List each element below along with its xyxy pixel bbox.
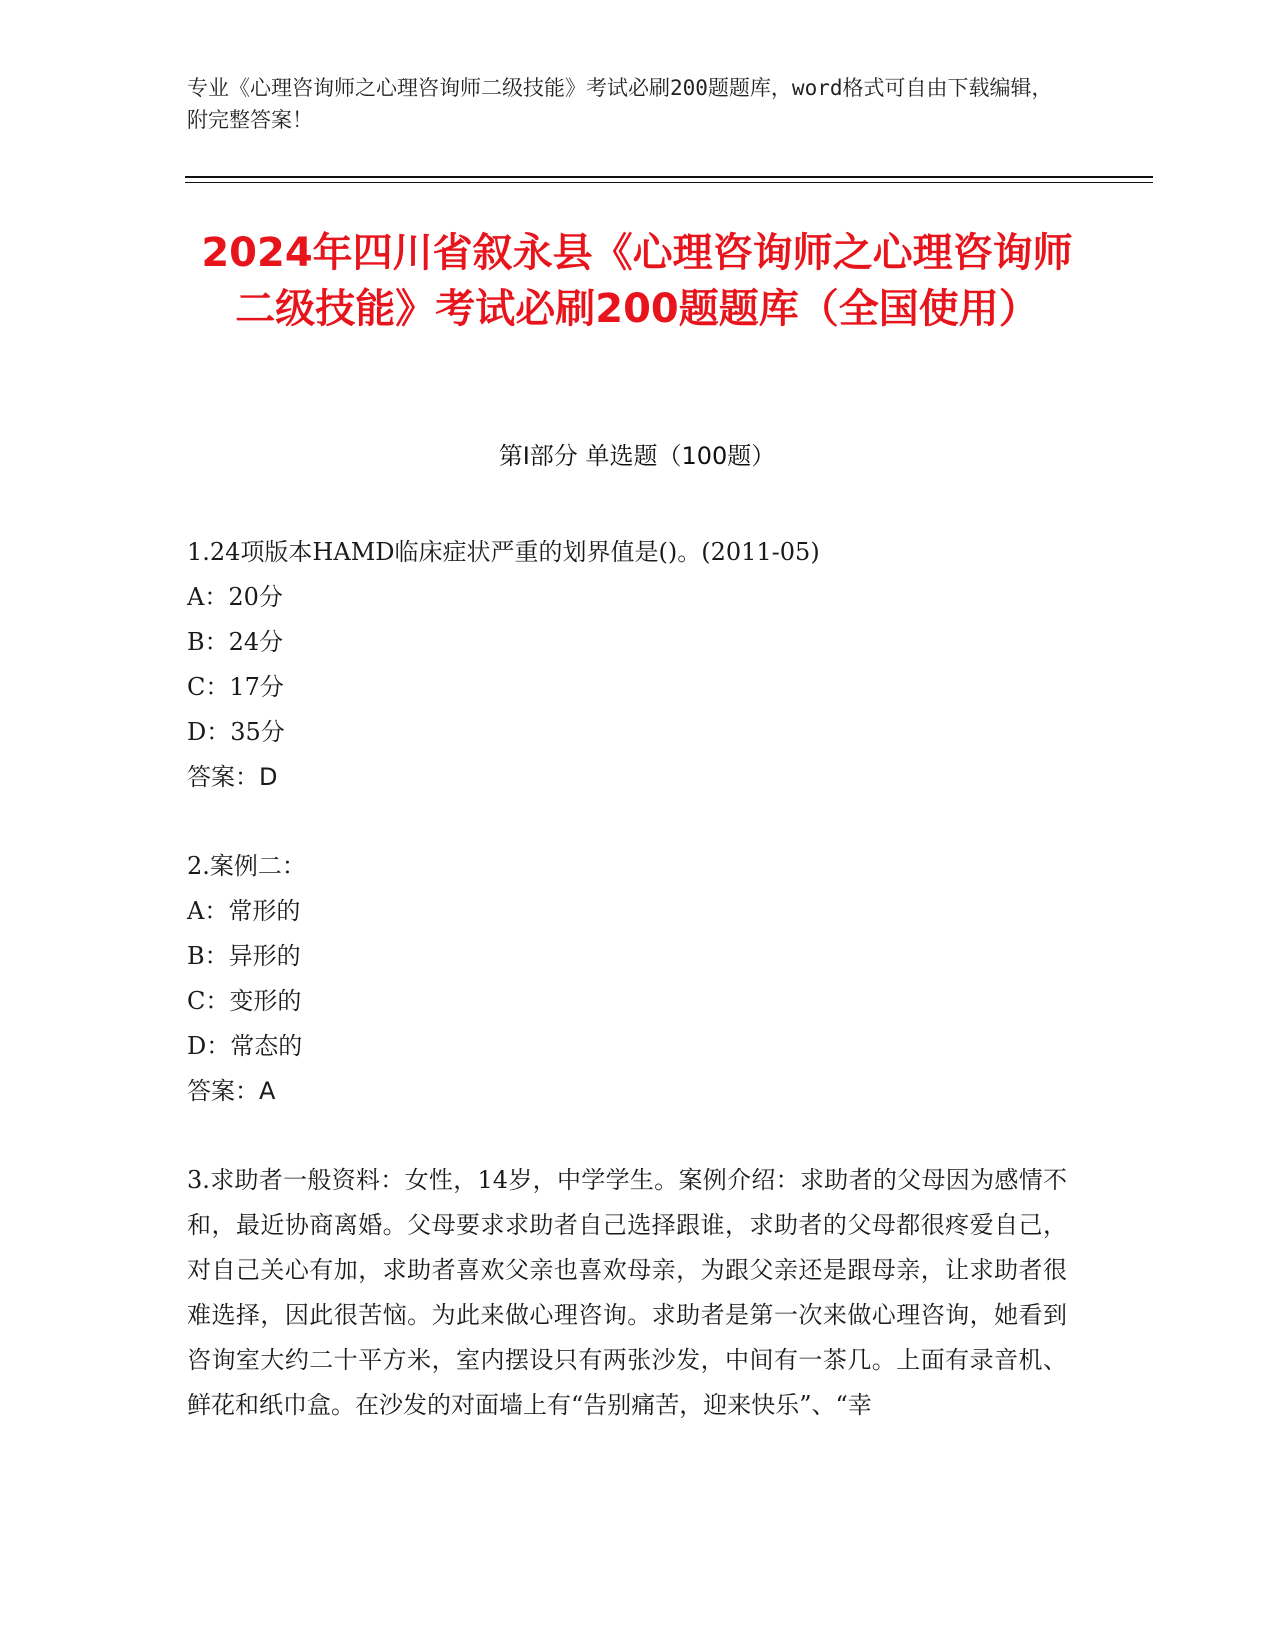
document-title: 2024年四川省叙永县《心理咨询师之心理咨询师二级技能》考试必刷200题题库（全国使用） [201,230,1073,332]
option-d: D：常态的 [187,1032,303,1060]
header-divider-thick [185,176,1153,178]
question-stem: 3.求助者一般资料：女性，14岁，中学学生。案例介绍：求助者的父母因为感情不和，最近协商离婚。父母要求求助者自己选择跟谁，求助者的父母都很疼爱自己，对自己关心有加，求助者喜欢父亲也喜欢母亲，为跟父亲还是跟母亲，让求助者很难选择，因此很苦恼。为此来做心理咨询。求助者是第一次来做心理咨询，她看到咨询室大约二十平方米，室内摆设只有两张沙发，中间有一茶几。上面有录音机、鲜花和纸巾盒。在沙发的对面墙上有“告别痛苦，迎来快乐”、“幸 [187,1166,1067,1419]
header-divider-thin [185,182,1153,183]
header-note: 专业《心理咨询师之心理咨询师二级技能》考试必刷200题题库，word格式可自由下载编辑，附完整答案！ [187,76,1053,132]
option-d: D：35分 [187,718,285,746]
question-stem: 2.案例二： [187,852,306,880]
section-title: 第I部分 单选题（100题） [498,442,776,470]
option-a: A：常形的 [187,897,301,925]
option-b: B：异形的 [187,942,301,970]
answer: 答案：D [187,763,278,791]
answer: 答案：A [187,1077,276,1105]
option-b: B：24分 [187,628,284,656]
option-c: C：变形的 [187,987,302,1015]
question-stem: 1.24项版本HAMD临床症状严重的划界值是()。(2011-05) [187,538,820,566]
option-a: A：20分 [187,583,283,611]
question-3 [187,1158,1067,1428]
question-1 [187,530,1067,800]
option-c: C：17分 [187,673,284,701]
question-list [187,530,1067,1472]
question-2 [187,844,1067,1114]
